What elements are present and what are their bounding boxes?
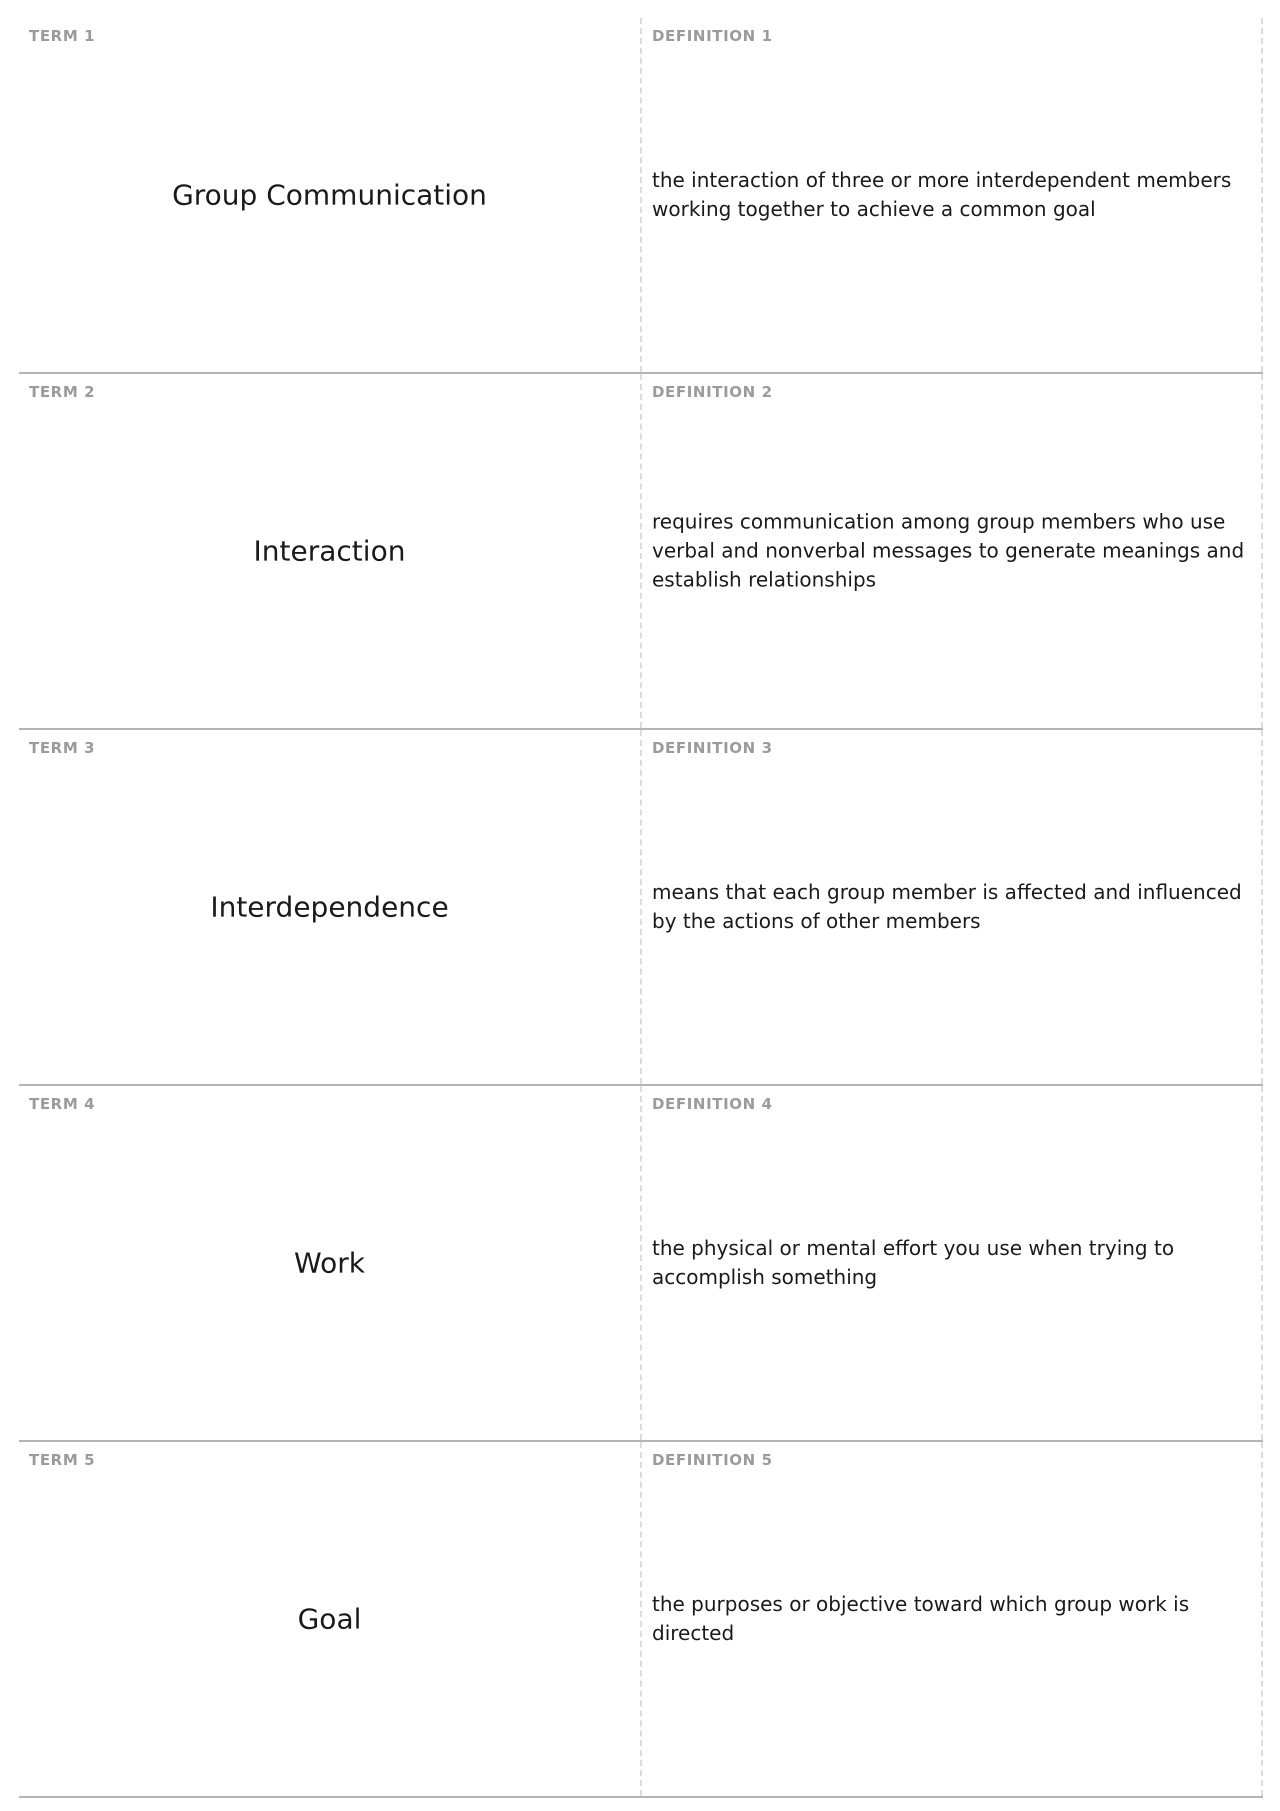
definition-label: DEFINITION 3 — [652, 739, 773, 757]
definition-text: the purposes or objective toward which group work is directed — [652, 1592, 1190, 1645]
term-text: Work — [294, 1246, 365, 1280]
definition-label: DEFINITION 1 — [652, 27, 773, 45]
term-cell — [19, 730, 642, 1084]
term-text: Interdependence — [210, 890, 449, 924]
term-cell — [19, 374, 642, 728]
term-label: TERM 1 — [29, 27, 96, 45]
definition-cell — [642, 374, 1263, 728]
term-cell — [19, 1086, 642, 1440]
definition-text: means that each group member is affected and influenced by the actions of other members — [652, 880, 1242, 933]
definition-cell — [642, 18, 1263, 372]
term-cell — [19, 18, 642, 372]
term-text: Interaction — [253, 534, 406, 568]
definition-cell — [642, 1086, 1263, 1440]
flashcard-row — [19, 374, 1263, 730]
flashcard-row — [19, 1086, 1263, 1442]
flashcard-row — [19, 730, 1263, 1086]
definition-text: requires communication among group members who use verbal and nonverbal messages to generate meanings and establish relationships — [652, 509, 1245, 592]
flashcard-sheet — [19, 18, 1263, 1798]
definition-label: DEFINITION 4 — [652, 1095, 773, 1113]
flashcard-row — [19, 1442, 1263, 1798]
definition-text: the interaction of three or more interdependent members working together to achieve a common goal — [652, 168, 1232, 221]
term-label: TERM 4 — [29, 1095, 96, 1113]
term-cell — [19, 1442, 642, 1796]
definition-label: DEFINITION 5 — [652, 1451, 773, 1469]
definition-text: the physical or mental effort you use when trying to accomplish something — [652, 1236, 1175, 1289]
term-label: TERM 5 — [29, 1451, 96, 1469]
term-label: TERM 2 — [29, 383, 96, 401]
term-text: Group Communication — [172, 178, 487, 212]
flashcard-row — [19, 18, 1263, 374]
term-text: Goal — [297, 1602, 362, 1636]
definition-cell — [642, 730, 1263, 1084]
definition-label: DEFINITION 2 — [652, 383, 773, 401]
definition-cell — [642, 1442, 1263, 1796]
term-label: TERM 3 — [29, 739, 96, 757]
